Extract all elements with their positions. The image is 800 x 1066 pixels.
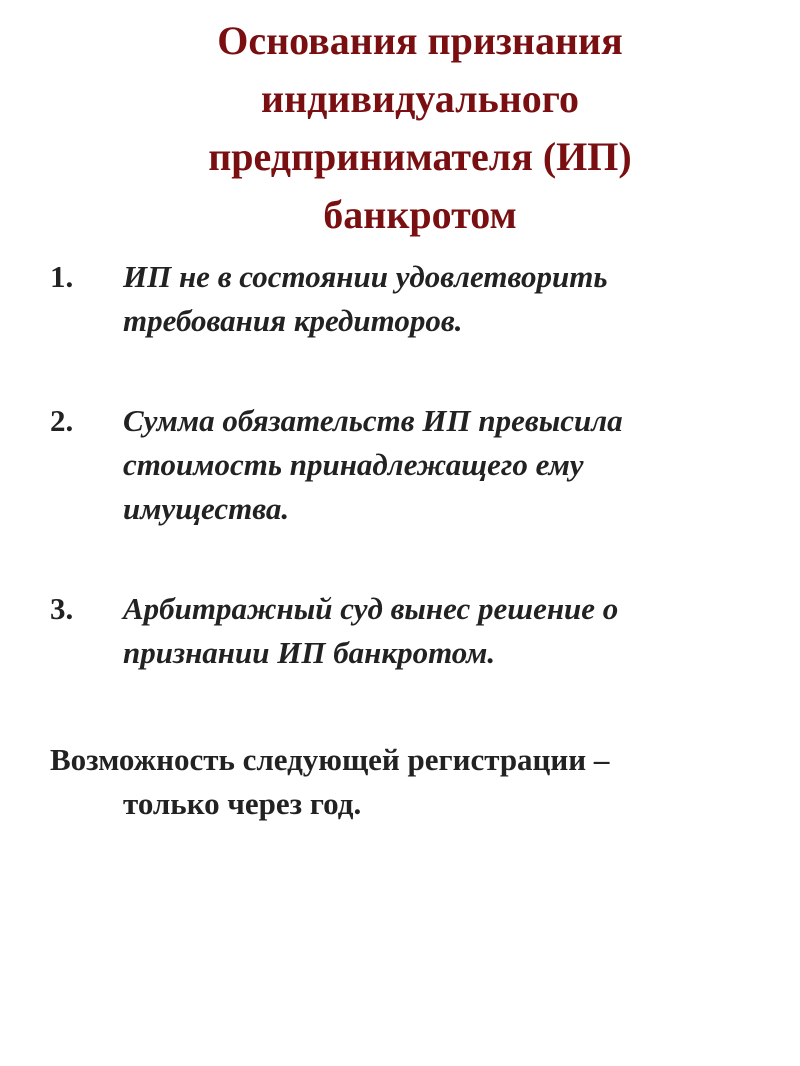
registration-note xyxy=(50,738,750,826)
list-item-line: стоимость принадлежащего ему xyxy=(123,447,584,482)
list-item-line: Сумма обязательств ИП превысила xyxy=(123,403,623,438)
note-line: Возможность следующей регистрации – xyxy=(50,742,610,777)
note-line: только через год. xyxy=(123,786,362,821)
list-item-line: ИП не в состоянии удовлетворить xyxy=(123,259,608,294)
grounds-list xyxy=(50,255,750,731)
title-line: Основания признания xyxy=(217,18,623,63)
list-item xyxy=(50,587,750,675)
list-item xyxy=(50,255,750,343)
title-line: банкротом xyxy=(323,192,517,237)
list-item-line: имущества. xyxy=(123,491,290,526)
slide-title xyxy=(70,12,770,244)
title-line: индивидуального xyxy=(261,76,579,121)
list-item-number: 3. xyxy=(50,591,74,626)
list-item-number: 1. xyxy=(50,259,74,294)
list-item-line: требования кредиторов. xyxy=(123,303,463,338)
list-item-line: Арбитражный суд вынес решение о xyxy=(123,591,619,626)
list-item-text xyxy=(123,255,750,343)
list-item-number: 2. xyxy=(50,403,74,438)
list-item xyxy=(50,399,750,531)
list-item-text xyxy=(123,399,750,531)
title-line: предпринимателя (ИП) xyxy=(208,134,632,179)
list-item-line: признании ИП банкротом. xyxy=(123,635,496,670)
list-item-text xyxy=(123,587,750,675)
